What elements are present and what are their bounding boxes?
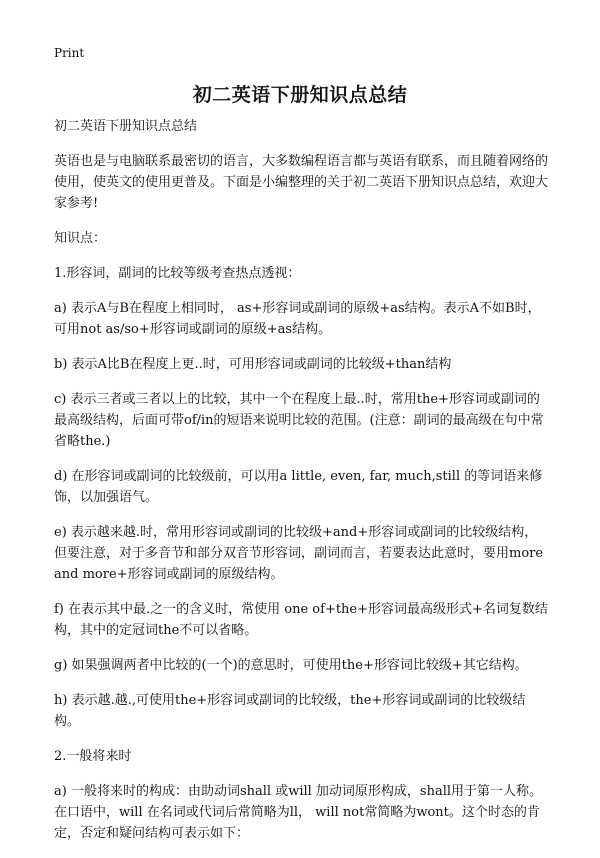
print-link[interactable]: Print: [54, 46, 85, 60]
intro-paragraph: 英语也是与电脑联系最密切的语言，大多数编程语言都与英语有联系，而且随着网络的使用，使英文的使用更普及。下面是小编整理的关于初二英语下册知识点总结，欢迎大家参考!: [54, 154, 549, 211]
point-1-item-h: h) 表示越.越.,可使用the+形容词或副词的比较级，the+形容词或副词的比较级结构。: [54, 693, 526, 729]
document-body: [54, 116, 548, 858]
point-1-heading: 1.形容词，副词的比较等级考查热点透视：: [54, 266, 301, 281]
point-2-item-a: a) 一般将来时的构成：由助动词shall 或will 加动词原形构成，shall用于第一人称。在口语中，will 在名词或代词后常简略为ll， will not常简略为wont。这个时态的肯定，否定和疑问结构可表示如下：: [54, 784, 543, 841]
point-1-item-g: g) 如果强调两者中比较的(一个)的意思时，可使用the+形容词比较级+其它结构。: [54, 658, 528, 673]
point-1-item-c: c) 表示三者或三者以上的比较，其中一个在程度上最..时，常用the+形容词或副词的最高级结构，后面可带of/in的短语来说明比较的范围。(注意：副词的最高级在句中常省略the.): [54, 392, 544, 449]
document-title: 初二英语下册知识点总结: [192, 84, 408, 106]
point-1-item-e: e) 表示越来越.时，常用形容词或副词的比较级+and+形容词或副词的比较级结构，但要注意，对于多音节和部分双音节形容词，副词而言，若要表达此意时，要用more and more+形容词或副词的原级结构。: [54, 525, 544, 582]
point-1-item-a: a) 表示A与B在程度上相同时， as+形容词或副词的原级+as结构。表示A不如B时，可用not as/so+形容词或副词的原级+as结构。: [54, 301, 541, 337]
point-2-heading: 2.一般将来时: [54, 749, 132, 764]
point-1-item-b: b) 表示A比B在程度上更..时，可用形容词或副词的比较级+than结构: [54, 357, 452, 372]
document-subtitle: 初二英语下册知识点总结: [54, 119, 198, 134]
point-1-item-f: f) 在表示其中最.之一的含义时，常使用 one of+the+形容词最高级形式+名词复数结构，其中的定冠词the不可以省略。: [54, 602, 548, 638]
section-label: 知识点：: [54, 231, 107, 246]
point-1-item-d: d) 在形容词或副词的比较级前，可以用a little, even, far, much,still 的等词语来修饰，以加强语气。: [54, 469, 543, 505]
